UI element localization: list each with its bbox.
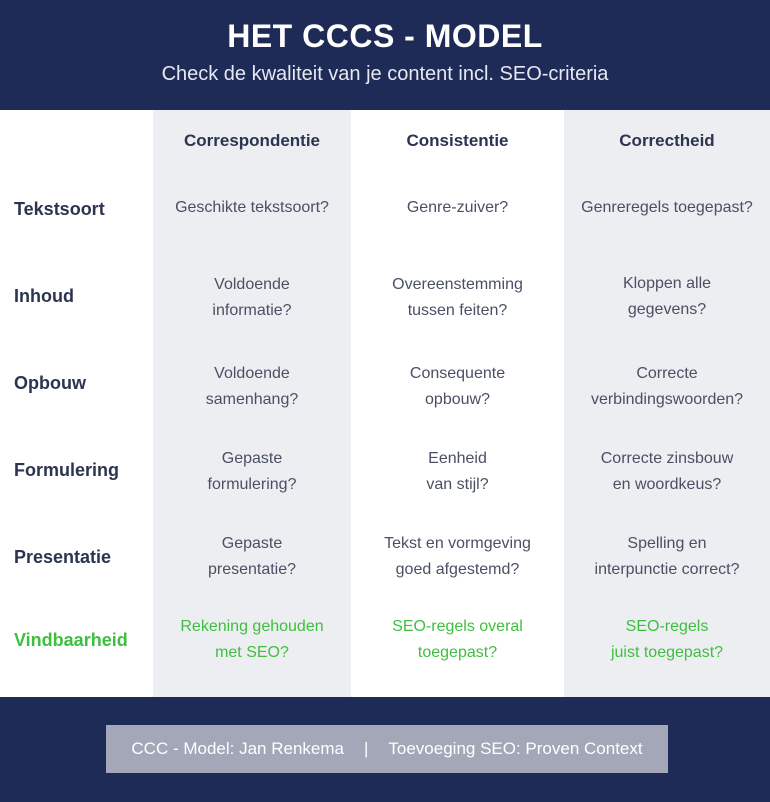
cell-text: Gepaste presentatie? bbox=[207, 535, 297, 578]
cell-text: Geschikte tekstsoort? bbox=[175, 199, 329, 216]
cell-opbouw-consistentie bbox=[351, 360, 564, 414]
page-subtitle: Check de kwaliteit van je content incl. SEO-criteria bbox=[161, 63, 609, 85]
cell-tekstsoort-consistentie bbox=[351, 194, 564, 222]
row-label-presentatie: Presentatie bbox=[14, 547, 112, 567]
row-label-opbouw: Opbouw bbox=[14, 373, 86, 393]
column-header-correctheid: Correctheid bbox=[619, 131, 715, 150]
credit-right: Toevoeging SEO: Proven Context bbox=[388, 739, 643, 758]
cell-presentatie-correctheid bbox=[564, 530, 770, 584]
cell-text: Correcte zinsbouw en woordkeus? bbox=[600, 450, 734, 493]
cell-presentatie-correspondentie bbox=[153, 530, 351, 584]
cell-inhoud-correctheid bbox=[564, 270, 770, 324]
cell-text: Gepaste formulering? bbox=[207, 450, 297, 493]
cell-inhoud-consistentie bbox=[351, 271, 564, 325]
cell-text: Rekening gehouden met SEO? bbox=[180, 618, 324, 661]
cell-tekstsoort-correspondentie bbox=[153, 194, 351, 222]
cell-text: Spelling en interpunctie correct? bbox=[594, 535, 740, 578]
cell-tekstsoort-correctheid bbox=[564, 194, 770, 222]
cell-text: Correcte verbindingswoorden? bbox=[590, 365, 744, 408]
header-banner bbox=[0, 0, 770, 110]
credit-separator: | bbox=[363, 739, 369, 758]
cell-vindbaarheid-correctheid bbox=[564, 613, 770, 667]
row-label-formulering: Formulering bbox=[14, 460, 120, 480]
cell-formulering-correctheid bbox=[564, 445, 770, 499]
cell-text: Eenheid van stijl? bbox=[426, 450, 489, 493]
credit-box bbox=[106, 725, 668, 773]
cell-presentatie-consistentie bbox=[351, 530, 564, 584]
cell-vindbaarheid-consistentie bbox=[351, 613, 564, 667]
cell-text: SEO-regels overal toegepast? bbox=[392, 618, 523, 661]
row-label-vindbaarheid: Vindbaarheid bbox=[14, 630, 128, 650]
cell-formulering-consistentie bbox=[351, 445, 564, 499]
row-label-inhoud: Inhoud bbox=[14, 286, 74, 306]
cell-text: Overeenstemming tussen feiten? bbox=[392, 276, 523, 319]
cell-text: Genre-zuiver? bbox=[406, 199, 509, 216]
cell-text: Kloppen alle gegevens? bbox=[622, 275, 712, 318]
cell-text: Consequente opbouw? bbox=[409, 365, 506, 408]
column-header-correspondentie: Correspondentie bbox=[183, 131, 321, 150]
cell-text: Voldoende samenhang? bbox=[205, 365, 299, 408]
cell-formulering-correspondentie bbox=[153, 445, 351, 499]
cell-vindbaarheid-correspondentie bbox=[153, 613, 351, 667]
credit-left: CCC - Model: Jan Renkema bbox=[131, 739, 344, 758]
row-label-tekstsoort: Tekstsoort bbox=[14, 199, 105, 219]
cell-text: SEO-regels juist toegepast? bbox=[610, 618, 724, 661]
cell-opbouw-correspondentie bbox=[153, 360, 351, 414]
cell-text: Tekst en vormgeving goed afgestemd? bbox=[384, 535, 531, 578]
cell-text: Genreregels toegepast? bbox=[581, 199, 753, 216]
cell-inhoud-correspondentie bbox=[153, 271, 351, 325]
column-header-consistentie: Consistentie bbox=[406, 131, 509, 150]
page-title: HET CCCS - MODEL bbox=[227, 18, 543, 54]
cell-opbouw-correctheid bbox=[564, 360, 770, 414]
cell-text: Voldoende informatie? bbox=[212, 276, 292, 319]
